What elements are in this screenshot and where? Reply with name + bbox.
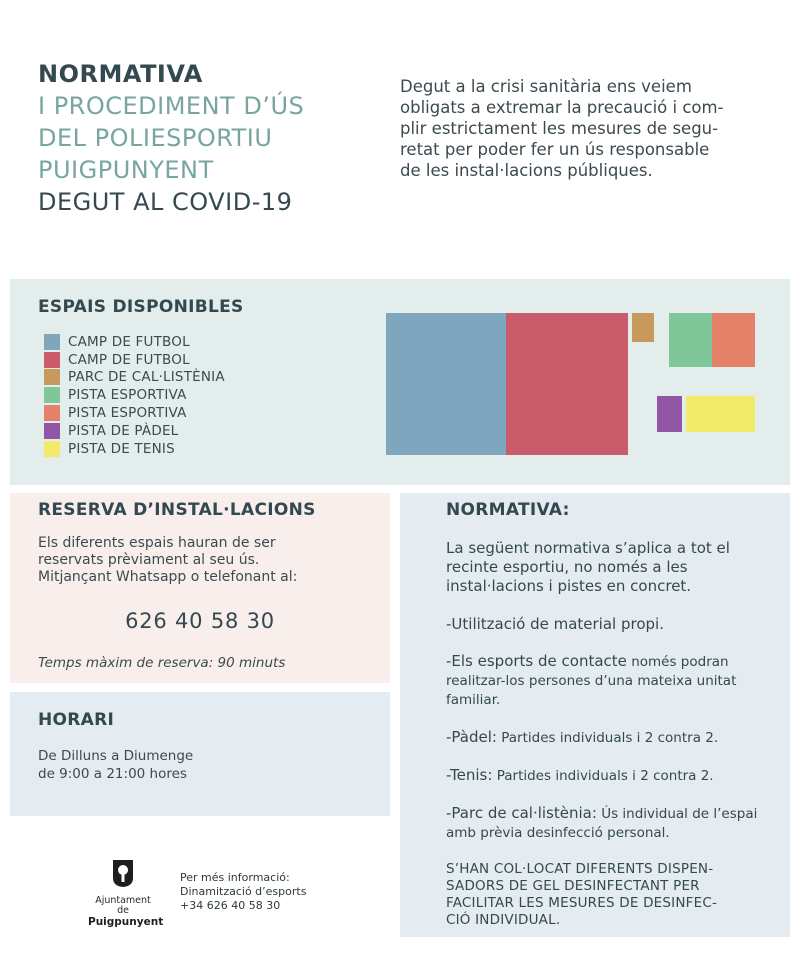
legend-swatch: [44, 441, 60, 457]
legend-label: CAMP DE FUTBOL: [68, 333, 190, 350]
rule-padel: [446, 728, 776, 747]
legend-label: CAMP DE FUTBOL: [68, 351, 190, 368]
logo-line2: Puigpunyent: [88, 916, 164, 928]
legend-swatch: [44, 387, 60, 403]
logo-line1: Ajuntament de: [95, 895, 151, 916]
reserva-line: Mitjançant Whatsapp o telefonant al:: [38, 569, 298, 585]
pista-tenis-block: [686, 396, 755, 432]
intro-line: Degut a la crisi sanitària ens veiem: [400, 77, 692, 96]
legend-item: [44, 351, 225, 369]
reserva-panel: [10, 493, 390, 683]
horari-text: [38, 748, 193, 783]
normativa-heading: NORMATIVA:: [446, 500, 570, 520]
max-reservation-time: Temps màxim de reserva: 90 minuts: [38, 655, 286, 671]
horari-heading: HORARI: [38, 710, 115, 730]
legend-label: PARC DE CAL·LISTÈNIA: [68, 369, 225, 386]
legend-item: [44, 386, 225, 404]
reserva-text: [38, 535, 297, 586]
legend-label: PISTA ESPORTIVA: [68, 405, 187, 422]
intro-line: obligats a extremar la precaució i com-: [400, 98, 724, 117]
rule-tenis: [446, 766, 776, 785]
parc-calistenia-block: [632, 313, 654, 342]
footer-info: [180, 871, 306, 913]
info-heading: Per més informació:: [180, 871, 290, 884]
title-line: I PROCEDIMENT D’ÚS: [38, 92, 305, 120]
intro-line: plir estrictament les mesures de segu-: [400, 119, 719, 138]
rule-text: Partides individuals i 2 contra 2.: [492, 768, 714, 784]
rule-label: -Tenis:: [446, 766, 493, 784]
legend-swatch: [44, 334, 60, 350]
title-line: PUIGPUNYENT: [38, 156, 214, 184]
legend-label: PISTA DE TENIS: [68, 440, 175, 457]
rule-label: -Els esports de contacte: [446, 652, 627, 670]
legend-item: [44, 440, 225, 458]
legend-swatch: [44, 369, 60, 385]
title-line: DEL POLIESPORTIU: [38, 124, 273, 152]
rule-parc: [446, 804, 776, 842]
legend-swatch: [44, 352, 60, 368]
legend-label: PISTA ESPORTIVA: [68, 387, 187, 404]
phone-number[interactable]: 626 40 58 30: [125, 609, 275, 633]
rule-text: Partides individuals i 2 contra 2.: [496, 730, 719, 746]
pista-esportiva-2-block: [712, 313, 755, 367]
rule-material: -Utilització de material propi.: [446, 615, 664, 633]
rule-label: -Parc de cal·listènia:: [446, 804, 597, 822]
rule-contacte: [446, 652, 776, 709]
camp-futbol-1-block: [386, 313, 506, 455]
page-title: [38, 58, 378, 218]
legend-item: [44, 404, 225, 422]
legend-item: [44, 422, 225, 440]
rule-text: només podran realitzar-los persones d’una mateixa unitat familiar.: [446, 654, 737, 708]
rule-label: -Pàdel:: [446, 728, 497, 746]
reserva-line: reservats prèviament al seu ús.: [38, 552, 260, 568]
legend-item: [44, 333, 225, 351]
intro-line: de les instal·lacions públiques.: [400, 161, 653, 180]
gel-line: SADORS DE GEL DESINFECTANT PER: [446, 878, 700, 894]
intro-text: [400, 76, 760, 181]
pista-esportiva-1-block: [669, 313, 712, 367]
info-phone[interactable]: +34 626 40 58 30: [180, 899, 281, 912]
lead-line: instal·lacions i pistes en concret.: [446, 577, 692, 595]
camp-futbol-2-block: [506, 313, 628, 455]
lead-line: La següent normativa s’aplica a tot el: [446, 539, 730, 557]
title-line: DEGUT AL COVID-19: [38, 188, 293, 216]
gel-line: CIÓ INDIVIDUAL.: [446, 912, 561, 928]
rule-text: Ús individual de l’espai amb prèvia desinfecció personal.: [446, 806, 758, 841]
legend-swatch: [44, 405, 60, 421]
espais-legend: [44, 333, 225, 458]
horari-days: De Dilluns a Diumenge: [38, 748, 194, 764]
title-line: NORMATIVA: [38, 60, 203, 88]
espais-heading: ESPAIS DISPONIBLES: [38, 297, 244, 317]
gel-line: S’HAN COL·LOCAT DIFERENTS DISPEN-: [446, 861, 714, 877]
info-department: Dinamització d’esports: [180, 885, 307, 898]
reserva-line: Els diferents espais hauran de ser: [38, 535, 276, 551]
normativa-lead: [446, 539, 776, 596]
ajuntament-emblem-icon: [111, 858, 135, 888]
lead-line: recinte esportiu, no només a les: [446, 558, 688, 576]
pista-padel-block: [657, 396, 682, 432]
ajuntament-logo: [88, 858, 164, 928]
legend-item: [44, 369, 225, 387]
gel-notice: [446, 861, 776, 929]
normativa-panel: [400, 493, 790, 937]
reserva-heading: RESERVA D’INSTAL·LACIONS: [38, 500, 316, 520]
gel-line: FACILITAR LES MESURES DE DESINFEC-: [446, 895, 718, 911]
intro-line: retat per poder fer un ús responsable: [400, 140, 710, 159]
legend-label: PISTA DE PÀDEL: [68, 422, 179, 439]
horari-hours: de 9:00 a 21:00 hores: [38, 765, 187, 782]
horari-panel: [10, 692, 390, 816]
legend-swatch: [44, 423, 60, 439]
normativa-body: [446, 539, 776, 929]
espais-panel: [10, 279, 790, 485]
